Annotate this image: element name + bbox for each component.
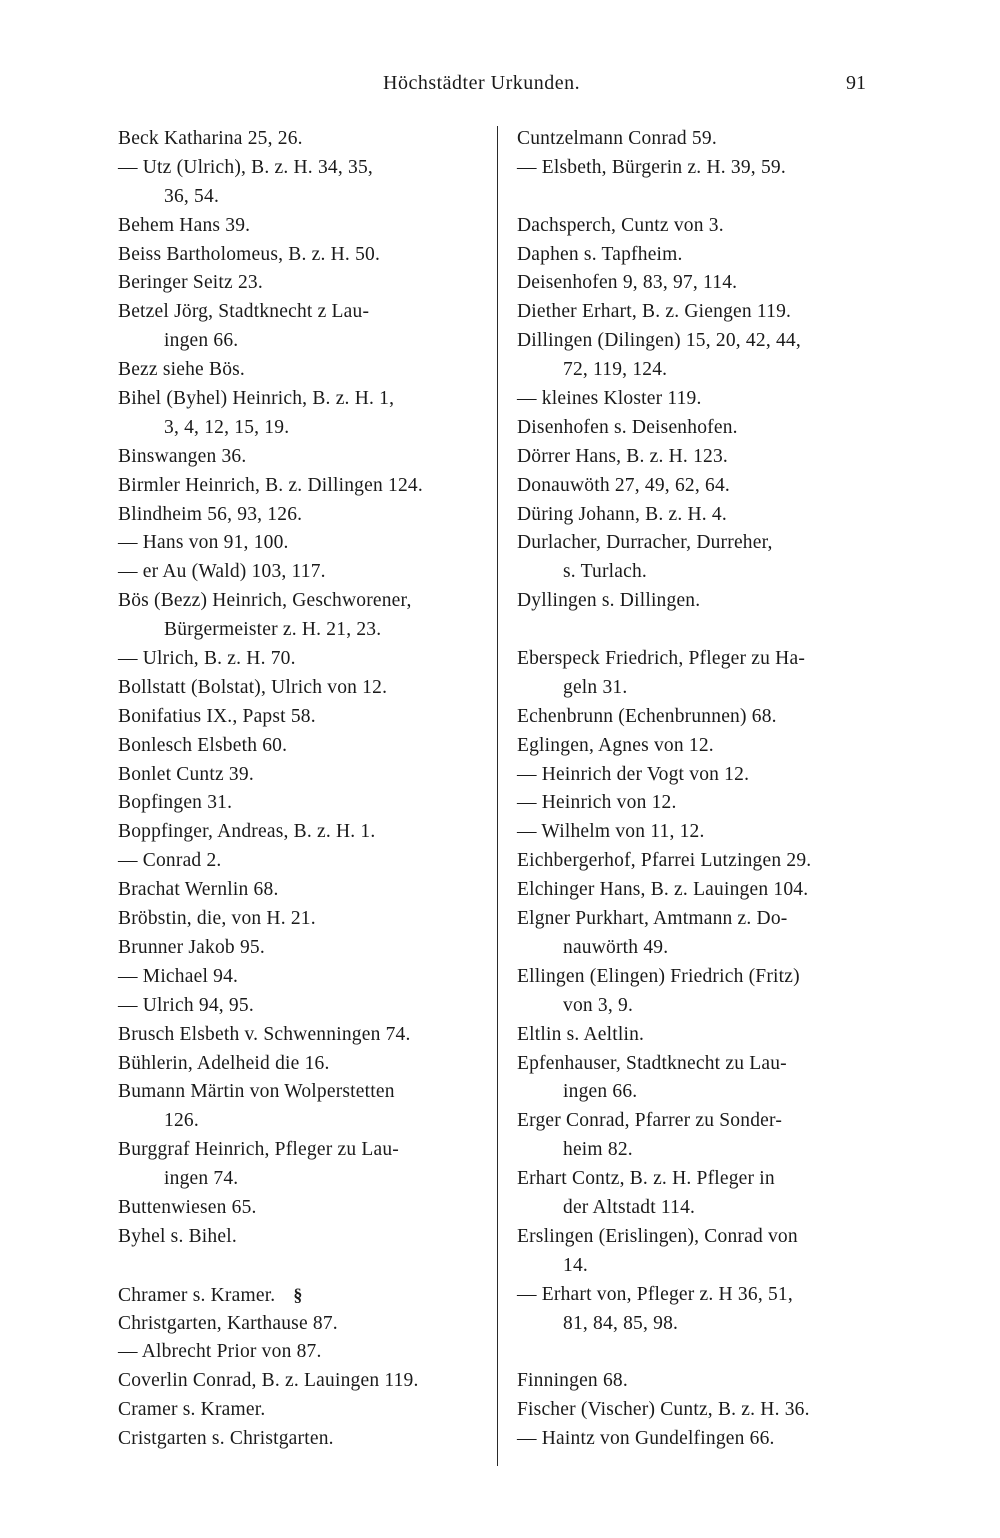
index-entry-continuation: 81, 84, 85, 98. bbox=[563, 1312, 679, 1334]
index-entry: Bonlet Cuntz 39. bbox=[118, 763, 254, 785]
index-entry: Coverlin Conrad, B. z. Lauingen 119. bbox=[118, 1370, 419, 1392]
index-entry: — Haintz von Gundelfingen 66. bbox=[517, 1428, 775, 1450]
index-entry: Beck Katharina 25, 26. bbox=[118, 128, 303, 149]
index-entry: — Elsbeth, Bürgerin z. H. 39, 59. bbox=[517, 156, 786, 178]
index-entry: Düring Johann, B. z. H. 4. bbox=[517, 503, 727, 525]
index-entry: — Utz (Ulrich), B. z. H. 34, 35, bbox=[118, 156, 373, 178]
index-entry: Buttenwiesen 65. bbox=[118, 1196, 257, 1218]
column-divider bbox=[497, 126, 498, 1466]
index-entry: Blindheim 56, 93, 126. bbox=[118, 503, 303, 525]
index-entry: Dillingen (Dilingen) 15, 20, 42, 44, bbox=[517, 330, 801, 352]
index-entry: Echenbrunn (Echenbrunnen) 68. bbox=[517, 705, 777, 727]
index-entry: — Wilhelm von 11, 12. bbox=[517, 821, 705, 843]
index-entry: Deisenhofen 9, 83, 97, 114. bbox=[517, 272, 738, 294]
index-entry: Betzel Jörg, Stadtknecht z Lau- bbox=[118, 301, 370, 323]
index-entry-continuation: ingen 74. bbox=[164, 1168, 239, 1190]
index-column-right bbox=[517, 125, 889, 1454]
index-entry-continuation: heim 82. bbox=[563, 1139, 633, 1161]
page-header bbox=[0, 72, 1000, 106]
index-entry-continuation: 126. bbox=[164, 1110, 199, 1132]
index-entry: Bühlerin, Adelheid die 16. bbox=[118, 1052, 330, 1074]
index-entry: Ellingen (Elingen) Friedrich (Fritz) bbox=[517, 965, 800, 987]
index-entry: Eichbergerhof, Pfarrei Lutzingen 29. bbox=[517, 850, 812, 872]
index-entry: Burggraf Heinrich, Pfleger zu Lau- bbox=[118, 1139, 399, 1161]
index-entry: Finningen 68. bbox=[517, 1370, 628, 1392]
index-entry-continuation: 14. bbox=[563, 1254, 588, 1276]
index-entry: Binswangen 36. bbox=[118, 445, 247, 467]
index-entry: Beiss Bartholomeus, B. z. H. 50. bbox=[118, 243, 381, 265]
index-entry: Brachat Wernlin 68. bbox=[118, 879, 279, 901]
index-entry bbox=[118, 1281, 490, 1310]
page-number: 91 bbox=[846, 72, 866, 94]
index-entry-continuation: 72, 119, 124. bbox=[563, 359, 668, 381]
index-entry: Bezz siehe Bös. bbox=[118, 359, 246, 381]
index-entry: Daphen s. Tapfheim. bbox=[517, 243, 683, 265]
index-entry: Birmler Heinrich, B. z. Dillingen 124. bbox=[118, 474, 423, 496]
index-entry: Bonifatius IX., Papst 58. bbox=[118, 705, 316, 727]
index-entry: Donauwöth 27, 49, 62, 64. bbox=[517, 474, 730, 496]
index-entry-continuation: 3, 4, 12, 15, 19. bbox=[164, 416, 290, 438]
section-gap bbox=[517, 616, 889, 645]
index-entry-continuation: der Altstadt 114. bbox=[563, 1196, 696, 1218]
index-entry: — Ulrich, B. z. H. 70. bbox=[118, 648, 296, 670]
index-entry: Boppfinger, Andreas, B. z. H. 1. bbox=[118, 821, 376, 843]
index-entry: Elgner Purkhart, Amtmann z. Do- bbox=[517, 908, 788, 930]
index-entry: — Heinrich der Vogt von 12. bbox=[517, 763, 750, 785]
index-entry-text: Chramer s. Kramer. bbox=[118, 1284, 276, 1306]
index-entry: — Hans von 91, 100. bbox=[118, 532, 289, 554]
index-entry: — Ulrich 94, 95. bbox=[118, 994, 254, 1016]
index-entry: — Michael 94. bbox=[118, 965, 239, 987]
index-entry-continuation: geln 31. bbox=[563, 676, 628, 698]
index-entry: Erslingen (Erislingen), Conrad von bbox=[517, 1225, 798, 1247]
section-mark: § bbox=[293, 1284, 303, 1305]
index-entry: Byhel s. Bihel. bbox=[118, 1225, 237, 1247]
index-entry: Beringer Seitz 23. bbox=[118, 272, 263, 294]
index-entry: Fischer (Vischer) Cuntz, B. z. H. 36. bbox=[517, 1399, 810, 1421]
index-entry: Bihel (Byhel) Heinrich, B. z. H. 1, bbox=[118, 388, 395, 410]
index-entry: Disenhofen s. Deisenhofen. bbox=[517, 416, 738, 438]
index-entry: — Albrecht Prior von 87. bbox=[118, 1341, 322, 1363]
index-entry: Dörrer Hans, B. z. H. 123. bbox=[517, 445, 728, 467]
index-entry: — er Au (Wald) 103, 117. bbox=[118, 561, 326, 583]
index-entry: Brunner Jakob 95. bbox=[118, 936, 265, 958]
index-entry: Bös (Bezz) Heinrich, Geschworener, bbox=[118, 590, 412, 612]
index-entry: — kleines Kloster 119. bbox=[517, 388, 702, 410]
index-entry: Cuntzelmann Conrad 59. bbox=[517, 128, 717, 149]
index-entry: Erger Conrad, Pfarrer zu Sonder- bbox=[517, 1110, 783, 1132]
index-entry: Dachsperch, Cuntz von 3. bbox=[517, 214, 724, 236]
index-entry-continuation: s. Turlach. bbox=[563, 561, 648, 583]
index-entry: Elchinger Hans, B. z. Lauingen 104. bbox=[517, 879, 809, 901]
index-entry-continuation: nauwörth 49. bbox=[563, 936, 669, 958]
index-entry: — Conrad 2. bbox=[118, 850, 222, 872]
index-entry: — Erhart von, Pfleger z. H 36, 51, bbox=[517, 1283, 793, 1305]
section-gap bbox=[517, 1338, 889, 1367]
index-entry: Behem Hans 39. bbox=[118, 214, 251, 236]
section-gap bbox=[118, 1252, 490, 1281]
index-entry: Christgarten, Karthause 87. bbox=[118, 1312, 338, 1334]
index-entry: Cristgarten s. Christgarten. bbox=[118, 1428, 334, 1450]
index-entry-continuation: ingen 66. bbox=[563, 1081, 638, 1103]
index-entry: Bopfingen 31. bbox=[118, 792, 233, 814]
index-entry: Bröbstin, die, von H. 21. bbox=[118, 908, 316, 930]
index-entry: Dyllingen s. Dillingen. bbox=[517, 590, 701, 612]
running-title: Höchstädter Urkunden. bbox=[383, 72, 581, 94]
index-entry-continuation: 36, 54. bbox=[164, 185, 220, 207]
index-entry: Diether Erhart, B. z. Giengen 119. bbox=[517, 301, 792, 323]
index-column-left bbox=[118, 125, 490, 1454]
index-entry-continuation: Bürgermeister z. H. 21, 23. bbox=[164, 619, 382, 641]
index-entry: Bonlesch Elsbeth 60. bbox=[118, 734, 288, 756]
index-entry: Eltlin s. Aeltlin. bbox=[517, 1023, 645, 1045]
index-entry: Epfenhauser, Stadtknecht zu Lau- bbox=[517, 1052, 787, 1074]
index-entry-continuation: ingen 66. bbox=[164, 330, 239, 352]
index-entry: Durlacher, Durracher, Durreher, bbox=[517, 532, 773, 554]
index-entry: Eberspeck Friedrich, Pfleger zu Ha- bbox=[517, 648, 806, 670]
index-entry: Eglingen, Agnes von 12. bbox=[517, 734, 714, 756]
section-gap bbox=[517, 183, 889, 212]
index-entry: Bumann Märtin von Wolperstetten bbox=[118, 1081, 395, 1103]
index-entry: Erhart Contz, B. z. H. Pfleger in bbox=[517, 1168, 775, 1190]
index-entry: Bollstatt (Bolstat), Ulrich von 12. bbox=[118, 676, 388, 698]
index-entry-continuation: von 3, 9. bbox=[563, 994, 634, 1016]
index-entry: — Heinrich von 12. bbox=[517, 792, 677, 814]
index-entry: Brusch Elsbeth v. Schwenningen 74. bbox=[118, 1023, 411, 1045]
index-entry: Cramer s. Kramer. bbox=[118, 1399, 266, 1421]
